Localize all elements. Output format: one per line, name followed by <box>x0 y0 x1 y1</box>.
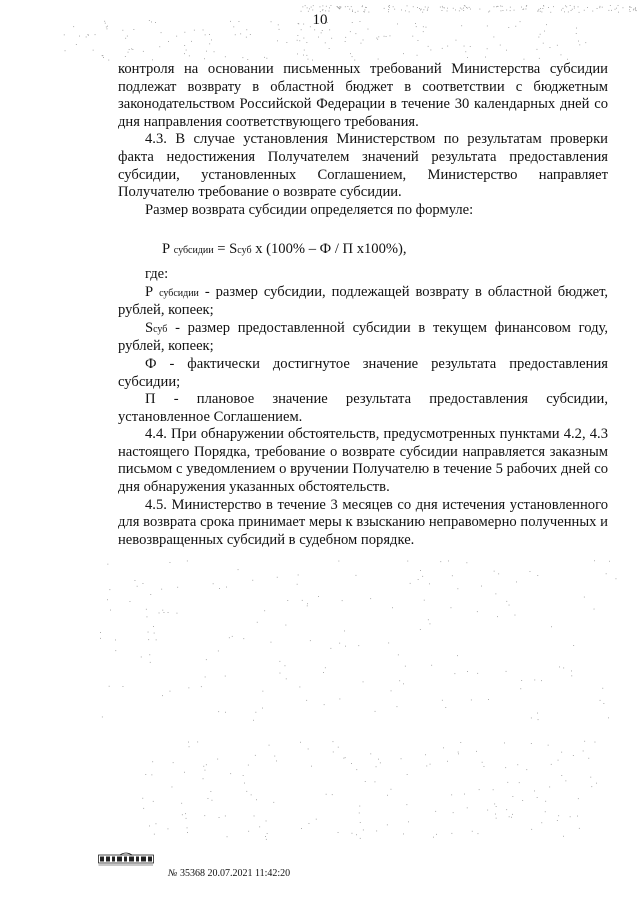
registration-stamp <box>98 846 498 886</box>
paragraph-continuation: контроля на основании письменных требований Министерства субсидии подлежат возврату в областной бюджет в соответствии с бюджетным законодательством Российской Федерации в течение 30 календарных дней со дня направления соответствующего требования. <box>118 61 608 130</box>
definition-p-plan: П - плановое значение результата предоставления субсидии, установленное Соглашением. <box>118 391 608 425</box>
definition-f: Ф - фактически достигнутое значение результата предоставления субсидии; <box>118 355 608 390</box>
formula-rest: х (100% – Ф / П х100%), <box>251 241 407 258</box>
document-body <box>118 61 608 549</box>
registry-logo-icon <box>98 852 154 866</box>
def-p-text: - размер субсидии, подлежащей возврату в областной бюджет, рублей, копеек; <box>118 283 609 319</box>
formula <box>118 241 608 260</box>
def-p-letter: Р <box>145 283 154 300</box>
stamp-mark-icon: № <box>168 868 178 879</box>
paragraph-4-3: 4.3. В случае установления Министерством по результатам проверки факта недостижения Получателем значений результата предоставления субсидии, установленных Соглашением, Министерство направляет Получателю требование о возврате субсидии. <box>118 131 608 201</box>
registration-datetime: 35368 20.07.2021 11:42:20 <box>179 868 291 879</box>
registration-number <box>168 868 290 879</box>
where-label: где: <box>145 265 169 282</box>
formula-p-letter: Р <box>162 241 171 258</box>
def-p-subscript: субсидии <box>159 287 199 299</box>
def-s-text: - размер предоставленной субсидии в текущем финансовом году, рублей, копеек; <box>118 319 608 355</box>
formula-intro: Размер возврата субсидии определяется по формуле: <box>145 201 474 218</box>
def-s-letter: S <box>145 319 154 336</box>
page-number: 10 <box>312 12 328 28</box>
def-s-subscript: суб <box>153 323 168 335</box>
paragraph-4-5: 4.5. Министерство в течение 3 месяцев со дня истечения установленного для возврата срока принимает меры к взысканию неправомерно полученных и невозвращенных субсидий в судебном порядке. <box>118 496 608 548</box>
paragraph-4-4: 4.4. При обнаружении обстоятельств, предусмотренных пунктами 4.2, 4.3 настоящего Порядка, требование о возврате субсидии направляется заказным письмом с уведомлением о вручении Получателю в течение 5 рабочих дней со дня обнаружения указанных обстоятельств. <box>118 426 608 496</box>
formula-s-letter: S <box>229 241 238 258</box>
formula-equals: = <box>213 241 230 258</box>
definition-p-subsidy <box>118 284 608 320</box>
formula-s-subscript: суб <box>237 245 252 257</box>
formula-p-subscript: субсидии <box>173 245 214 257</box>
definition-s-sub <box>118 320 608 356</box>
